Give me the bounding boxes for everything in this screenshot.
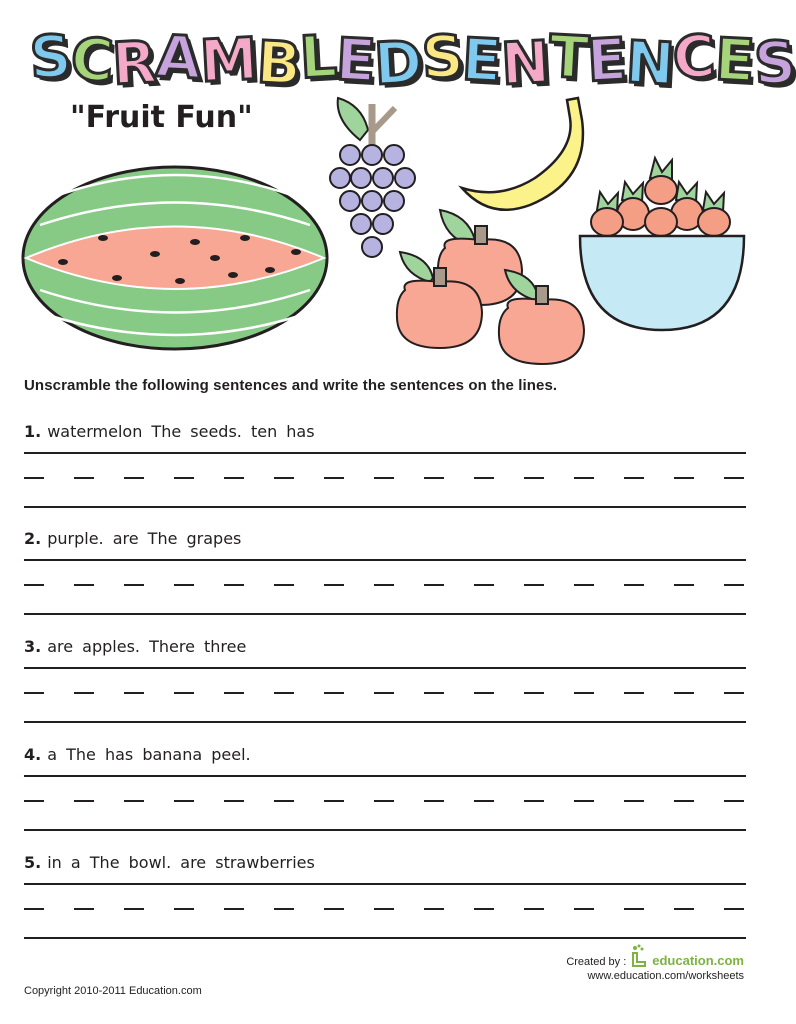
education-brand[interactable]: education.com [652,953,744,968]
title-letter: R [110,27,158,99]
answer-line-top [24,452,746,454]
title-letter: S [28,21,73,93]
instructions-text: Unscramble the following sentences and write the sentences on the lines. [24,377,558,394]
question-prompt [24,422,315,441]
scrambled-sentence: are apples. There three [47,637,247,656]
answer-line-top [24,775,746,777]
question-5 [24,853,746,953]
title-letter: T [546,22,590,92]
title-letter: S [419,21,464,93]
question-prompt [24,529,241,548]
answer-line-bottom [24,613,746,615]
scrambled-sentence: purple. are The grapes [47,529,242,548]
scrambled-sentence: watermelon The seeds. ten has [47,422,315,441]
title-letter: L [297,22,338,92]
worksheet-subtitle: "Fruit Fun" [70,100,253,135]
title-letter: E [585,25,628,95]
credit-block [566,944,744,982]
answer-line-top [24,883,746,885]
question-3 [24,637,746,737]
copyright-text: Copyright 2010-2011 Education.com [24,985,202,997]
watermelon-icon [23,167,327,349]
title-letter: E [713,25,756,95]
question-1 [24,422,746,522]
answer-line-dashed [24,908,746,910]
title-letter: N [499,27,551,99]
education-logo-icon [629,944,649,968]
worksheets-url[interactable]: www.education.com/worksheets [587,970,744,982]
question-prompt [24,745,251,764]
strawberry-bowl-icon [580,158,744,330]
title-letter: D [372,27,424,99]
title-letter: B [254,27,302,99]
answer-line-top [24,667,746,669]
question-prompt [24,853,315,872]
credit-line [566,944,744,968]
answer-line-bottom [24,721,746,723]
question-number: 4. [24,745,42,764]
answer-line-top [24,559,746,561]
grapes-icon [330,98,415,257]
title-letter: C [69,24,115,96]
title-letter: N [623,27,675,99]
banana-icon [462,98,583,210]
answer-line-bottom [24,829,746,831]
title-letter: E [460,25,503,95]
fruit-illustration [0,90,768,370]
question-number: 2. [24,529,42,548]
scrambled-sentence: in a The bowl. are strawberries [47,853,315,872]
question-number: 5. [24,853,42,872]
title-letter: M [198,24,259,96]
title-letter: A [154,21,202,93]
question-2 [24,529,746,629]
answer-line-bottom [24,506,746,508]
question-4 [24,745,746,845]
apples-icon [397,210,584,364]
scrambled-sentence: a The has banana peel. [47,745,251,764]
answer-line-dashed [24,692,746,694]
created-by-label: Created by : [566,956,627,968]
answer-line-dashed [24,477,746,479]
answer-line-dashed [24,800,746,802]
title-letter: C [671,21,717,93]
title-letter: E [334,25,377,95]
question-prompt [24,637,246,656]
title-letter: S [751,27,796,99]
answer-line-dashed [24,584,746,586]
question-number: 3. [24,637,42,656]
question-number: 1. [24,422,42,441]
answer-line-bottom [24,937,746,939]
